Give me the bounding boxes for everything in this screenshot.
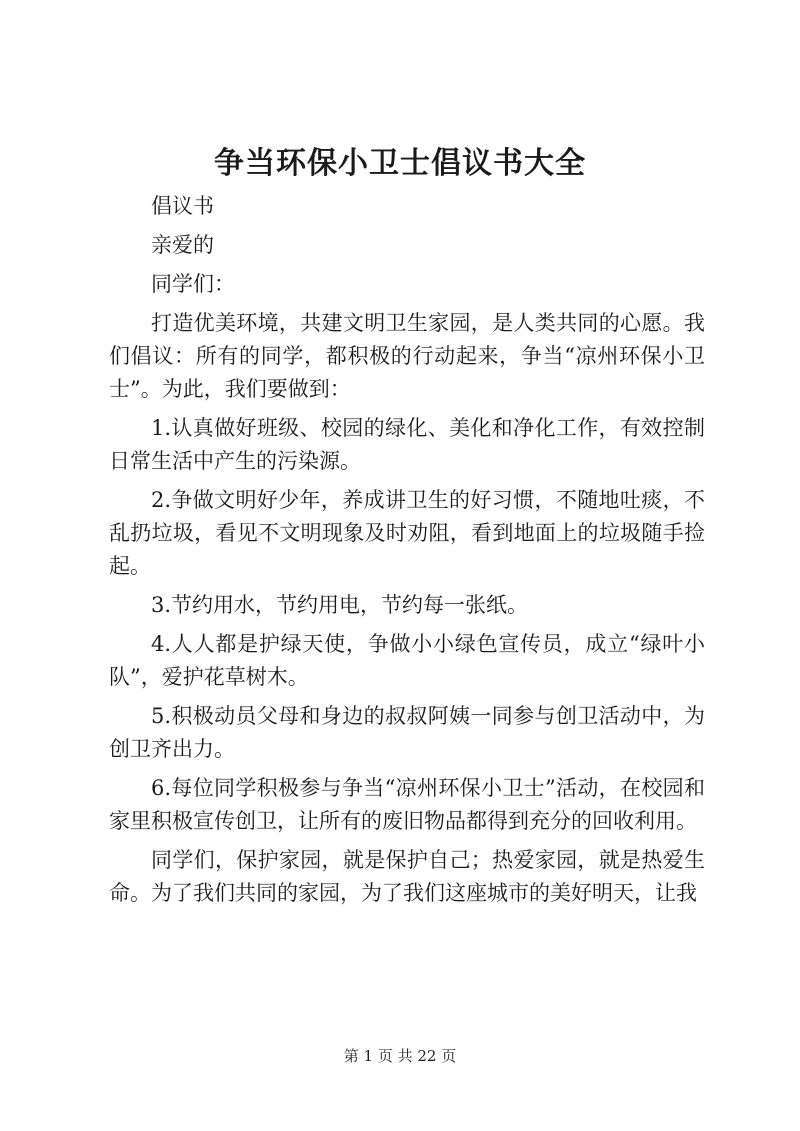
paragraph: 2.争做文明好少年，养成讲卫生的好习惯，不随地吐痰，不乱扔垃圾，看见不文明现象及时劝阻，看到地面上的垃圾随手捡起。 [109, 488, 705, 578]
paragraph: 5.积极动员父母和身边的叔叔阿姨一同参与创卫活动中，为创卫齐出力。 [109, 704, 705, 761]
paragraph: 打造优美环境，共建文明卫生家园，是人类共同的心愿。我们倡议：所有的同学，都积极的行动起来，争当“凉州环保小卫士”。为此，我们要做到： [109, 311, 705, 401]
paragraph: 6.每位同学积极参与争当“凉州环保小卫士”活动，在校园和家里积极宣传创卫，让所有的废旧物品都得到充分的回收利用。 [109, 776, 705, 833]
paragraph: 同学们，保护家园，就是保护自己；热爱家园，就是热爱生命。为了我们共同的家园，为了我们这座城市的美好明天，让我 [109, 848, 705, 905]
paragraph: 倡议书 [151, 194, 214, 218]
paragraph: 同学们： [151, 272, 235, 296]
document-body [109, 190, 705, 916]
paragraph: 3.节约用水，节约用电，节约每一张纸。 [151, 593, 529, 617]
paragraph: 4.人人都是护绿天使，争做小小绿色宣传员，成立“绿叶小队”，爱护花草树木。 [109, 632, 705, 689]
page-footer: 第 1 页 共 22 页 [343, 1047, 457, 1065]
paragraph: 亲爱的 [151, 233, 214, 257]
paragraph: 1.认真做好班级、校园的绿化、美化和净化工作，有效控制日常生活中产生的污染源。 [109, 416, 705, 473]
document-title: 争当环保小卫士倡议书大全 [214, 146, 586, 181]
